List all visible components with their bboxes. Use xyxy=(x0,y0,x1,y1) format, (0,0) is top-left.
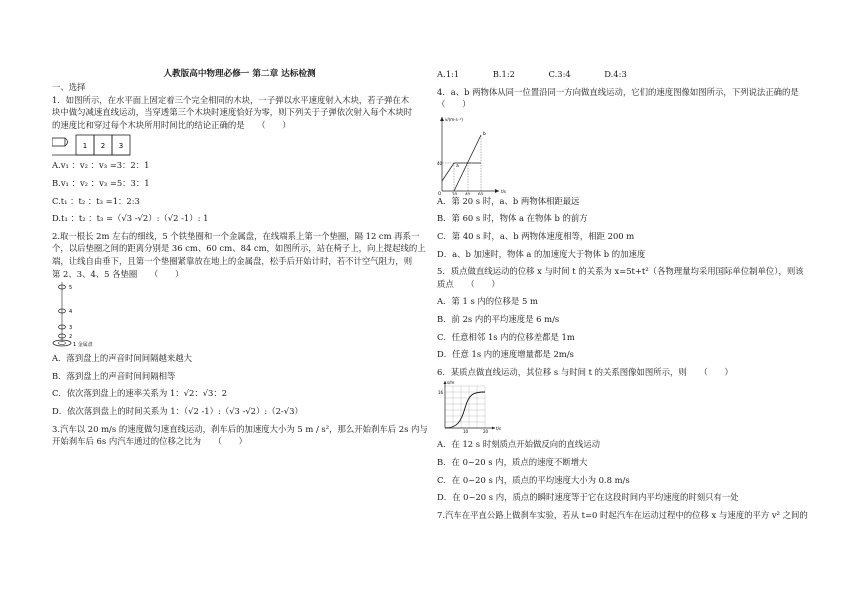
series-a-line xyxy=(442,163,481,181)
series-label: b xyxy=(483,131,486,137)
option-b: B．落到盘上的声音时间间隔相等 xyxy=(52,370,176,381)
axis-label-y: v/(m·s⁻¹) xyxy=(445,116,463,122)
block-label: 2 xyxy=(100,142,106,151)
displacement-graph-figure xyxy=(437,378,812,438)
washer-label: 4 xyxy=(69,309,73,316)
option-a: A．在 12 s 时刻质点开始做反向的直线运动 xyxy=(437,439,600,450)
axis-label-x: t/s xyxy=(496,426,501,432)
washer-label: 1 金属盘 xyxy=(73,342,93,349)
origin-label: O xyxy=(438,190,442,195)
velocity-time-graph xyxy=(437,111,527,195)
question-text: 质点 （ ） xyxy=(437,278,500,289)
axis-label-y: s/m xyxy=(447,380,455,386)
washer-label: 2 xyxy=(69,334,73,341)
question-text: 的速度比和穿过每个木块所用时间比的结论正确的是 （ ） xyxy=(52,119,291,130)
option-a: A．第 1 s 内的位移是 5 m xyxy=(437,296,538,307)
question-text: 5．质点做直线运动的位移 x 与时间 t 的关系为 x=5t+t²（各物理量均采用国际单位制单位），则该 xyxy=(437,266,804,277)
velocity-graph-figure xyxy=(437,111,812,195)
question-5 xyxy=(437,265,812,366)
question-text: 块中做匀减速直线运动，当穿透第三个木块时速度恰好为零，则下列关于子弹依次射入每个木块时 xyxy=(52,107,413,118)
washers-figure xyxy=(52,280,427,352)
question-text: 4．a、b 两物体从同一位置沿同一方向做直线运动，它们的速度图像如图所示，下列说法正确的是 xyxy=(437,86,799,97)
option-d: D．任意 1s 内的速度增量都是 2m/s xyxy=(437,349,574,360)
bullet-shape xyxy=(52,138,65,146)
question-4 xyxy=(437,86,812,266)
option-a: A．第 20 s 时，a、b 两物体相距最远 xyxy=(437,195,580,206)
question-3 xyxy=(52,423,427,448)
option-b: B．第 60 s 时，物体 a 在物体 b 的前方 xyxy=(437,213,588,224)
question-text: 个，以后垫圈之间的距离分别是 36 cm、60 cm、84 cm，如图所示，站在椅子上，向上提起线的上 xyxy=(52,243,426,254)
option-d: D．依次落到盘上的时间关系为 1：（√2 -1）:（√3 -√2）:（2-√3） xyxy=(52,405,303,416)
question-text: 端，让线自由垂下，且第一个垫圈紧靠放在地上的金属盘，松手后开始计时，若不计空气阻力，则 xyxy=(52,255,413,266)
x-tick-label: 40 xyxy=(465,191,471,195)
x-tick-label: 20 xyxy=(452,191,458,195)
page-title: 人教版高中物理必修一 第二章 达标检测 xyxy=(163,69,316,79)
bullet-blocks-figure xyxy=(52,131,427,159)
y-tick-label: 16 xyxy=(438,390,444,396)
option-c: C．在 0~20 s 内，质点的平均速度大小为 0.8 m/s xyxy=(437,474,630,485)
question-text: 开始刹车后 6s 内汽车通过的位移之比为 （ ） xyxy=(52,436,248,447)
question-text: 7.汽车在平直公路上做刹车实验，若从 t=0 时起汽车在运动过程中的位移 x 与速度的平方 v² 之间的 xyxy=(437,509,808,520)
y-tick-label: 40 xyxy=(437,160,443,166)
series-label: a xyxy=(456,163,459,169)
option-d: D.t₁ ：t₂ ：t₃ =（√3 -√2）:（√2 -1）: 1 xyxy=(52,213,209,224)
x-tick-label: 20 xyxy=(483,429,489,435)
right-column xyxy=(437,68,812,521)
washers-diagram xyxy=(52,280,132,352)
block-label: 3 xyxy=(118,142,124,151)
washer-label: 3 xyxy=(69,325,73,332)
option-b: B．在 0~20 s 内，质点的速度不断增大 xyxy=(437,456,588,467)
question-text: （ ） xyxy=(437,99,471,110)
x-tick-label: 10 xyxy=(463,429,469,435)
question-text: 3.汽车以 20 m/s 的速度做匀速直线运动，刹车后的加速度大小为 5 m / s²，那么开始刹车后 2s 内与 xyxy=(52,423,428,434)
question-6 xyxy=(437,366,812,509)
question-text: 第 2、3、4、5 各垫圈 （ ） xyxy=(52,268,184,279)
axis-label-x: t/s xyxy=(501,188,506,194)
question-1 xyxy=(52,94,427,230)
option-a: A．落到盘上的声音时间间隔越来越大 xyxy=(52,353,193,364)
left-column xyxy=(52,68,427,448)
option-d: D．在 0~20 s 内，质点的瞬时速度等于它在这段时间内平均速度的时刻只有一处 xyxy=(437,492,739,503)
washer-label: 5 xyxy=(69,285,73,292)
option-b: B.v₁ ：v₂ ：v₃ =5：3：1 xyxy=(52,177,150,188)
option-c: C．第 40 s 时，a、b 两物体速度相等，相距 200 m xyxy=(437,230,635,241)
question-7 xyxy=(437,509,812,522)
question-2 xyxy=(52,230,427,423)
question-text: 6．某质点做直线运动，其位移 s 与时间 t 的关系图像如图所示，则 （ ） xyxy=(437,366,733,377)
question-text: 2.取一根长 2m 左右的细线，5 个铁垫圈和一个金属盘，在线端系上第一个垫圈，隔 12 cm 再系一 xyxy=(52,230,420,241)
q3-options: A.1:1 B.1:2 C.3:4 D.4:3 xyxy=(437,69,627,79)
option-d: D．a、b 加速时，物体 a 的加速度大于物体 b 的加速度 xyxy=(437,248,646,259)
option-a: A.v₁ ：v₂ ：v₃ =3：2：1 xyxy=(52,160,150,171)
x-tick-label: 60 xyxy=(478,191,484,195)
section-heading: 一、选择 xyxy=(52,82,86,92)
question-text: 1．如图所示，在水平面上固定着三个完全相同的木块，一子弹以水平速度射入木块，若子弹在木 xyxy=(52,94,410,105)
bullet-blocks-diagram xyxy=(52,131,172,159)
option-c: C．任意相邻 1s 内的位移差都是 1m xyxy=(437,331,575,342)
option-b: B．前 2s 内的平均速度是 6 m/s xyxy=(437,313,560,324)
option-c: C．依次落到盘上的速率关系为 1：√2：√3：2 xyxy=(52,388,228,399)
displacement-time-graph xyxy=(437,378,507,438)
block-label: 1 xyxy=(82,142,88,151)
option-c: C.t₁ ：t₂ ：t₃ =1：2:3 xyxy=(52,195,140,206)
